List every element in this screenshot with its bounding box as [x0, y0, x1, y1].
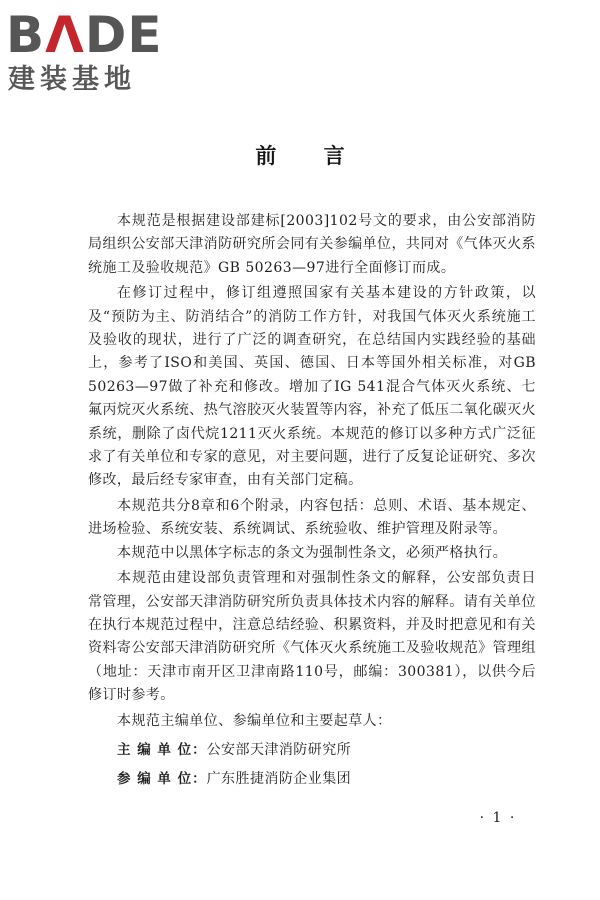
paragraph-mandatory-clauses: 本规范中以黑体字标志的条文为强制性条文，必须严格执行。 [117, 544, 508, 561]
logo-subtitle: 建装基地 [8, 64, 136, 95]
chief-unit-row [88, 739, 536, 762]
paragraph-revision-basis: 本规范是根据建设部建标[2003]102号文的要求，由公安部消防局组织公安部天津消防研究所会同有关参编单位，共同对《气体灭火系统施工及验收规范》GB 50263—97进行全面修订而成。 [88, 213, 536, 276]
page-title: 前 言 [255, 144, 365, 168]
bade-logo [4, 6, 176, 98]
logo-wordmark: BΛDE [6, 6, 163, 64]
paragraph-contents: 本规范共分8章和6个附录，内容包括：总则、术语、基本规定、进场检验、系统安装、系统调试、系统验收、维护管理及附录等。 [88, 497, 536, 538]
participating-unit-value: 广东胜捷消防企业集团 [206, 771, 352, 788]
paragraph-management: 本规范由建设部负责管理和对强制性条文的解释，公安部负责日常管理，公安部天津消防研究所负责具体技术内容的解释。请有关单位在执行本规范过程中，注意总结经验、积累资料，并及时把意见和有关资料寄公安部天津消防研究所《气体灭火系统施工及验收规范》管理组（地址：天津市南开区卫津南路110号，邮编：300381），以供今后修订时参考。 [88, 570, 536, 704]
participating-unit-label: 参 编 单 位： [117, 771, 207, 788]
chief-unit-label: 主 编 单 位： [117, 741, 207, 758]
participating-unit-row [88, 768, 536, 791]
preface-body [88, 210, 536, 792]
paragraph-revision-process: 在修订过程中，修订组遵照国家有关基本建设的方针政策，以及“预防为主、防消结合”的消防工作方针，对我国气体灭火系统施工及验收的现状，进行了广泛的调查研究，在总结国内实践经验的基础上，参考了ISO和美国、英国、德国、日本等国外相关标准，对GB 50263—97做了补充和修改。增加了IG 541混合气体灭火系统、七氟丙烷灭火系统、热气溶胶灭火装置等内容，补充了低压二氧化碳灭火系统，删除了卤代烷1211灭火系统。本规范的修订以多种方式广泛征求了有关单位和专家的意见，对主要问题，进行了反复论证研究、多次修改，最后经专家审查，由有关部门定稿。 [88, 285, 536, 489]
page-number: · 1 · [479, 810, 517, 826]
chief-unit-value: 公安部天津消防研究所 [206, 741, 352, 758]
paragraph-drafters-intro: 本规范主编单位、参编单位和主要起草人： [117, 712, 392, 729]
logo-accent-letter: Λ [45, 6, 85, 64]
